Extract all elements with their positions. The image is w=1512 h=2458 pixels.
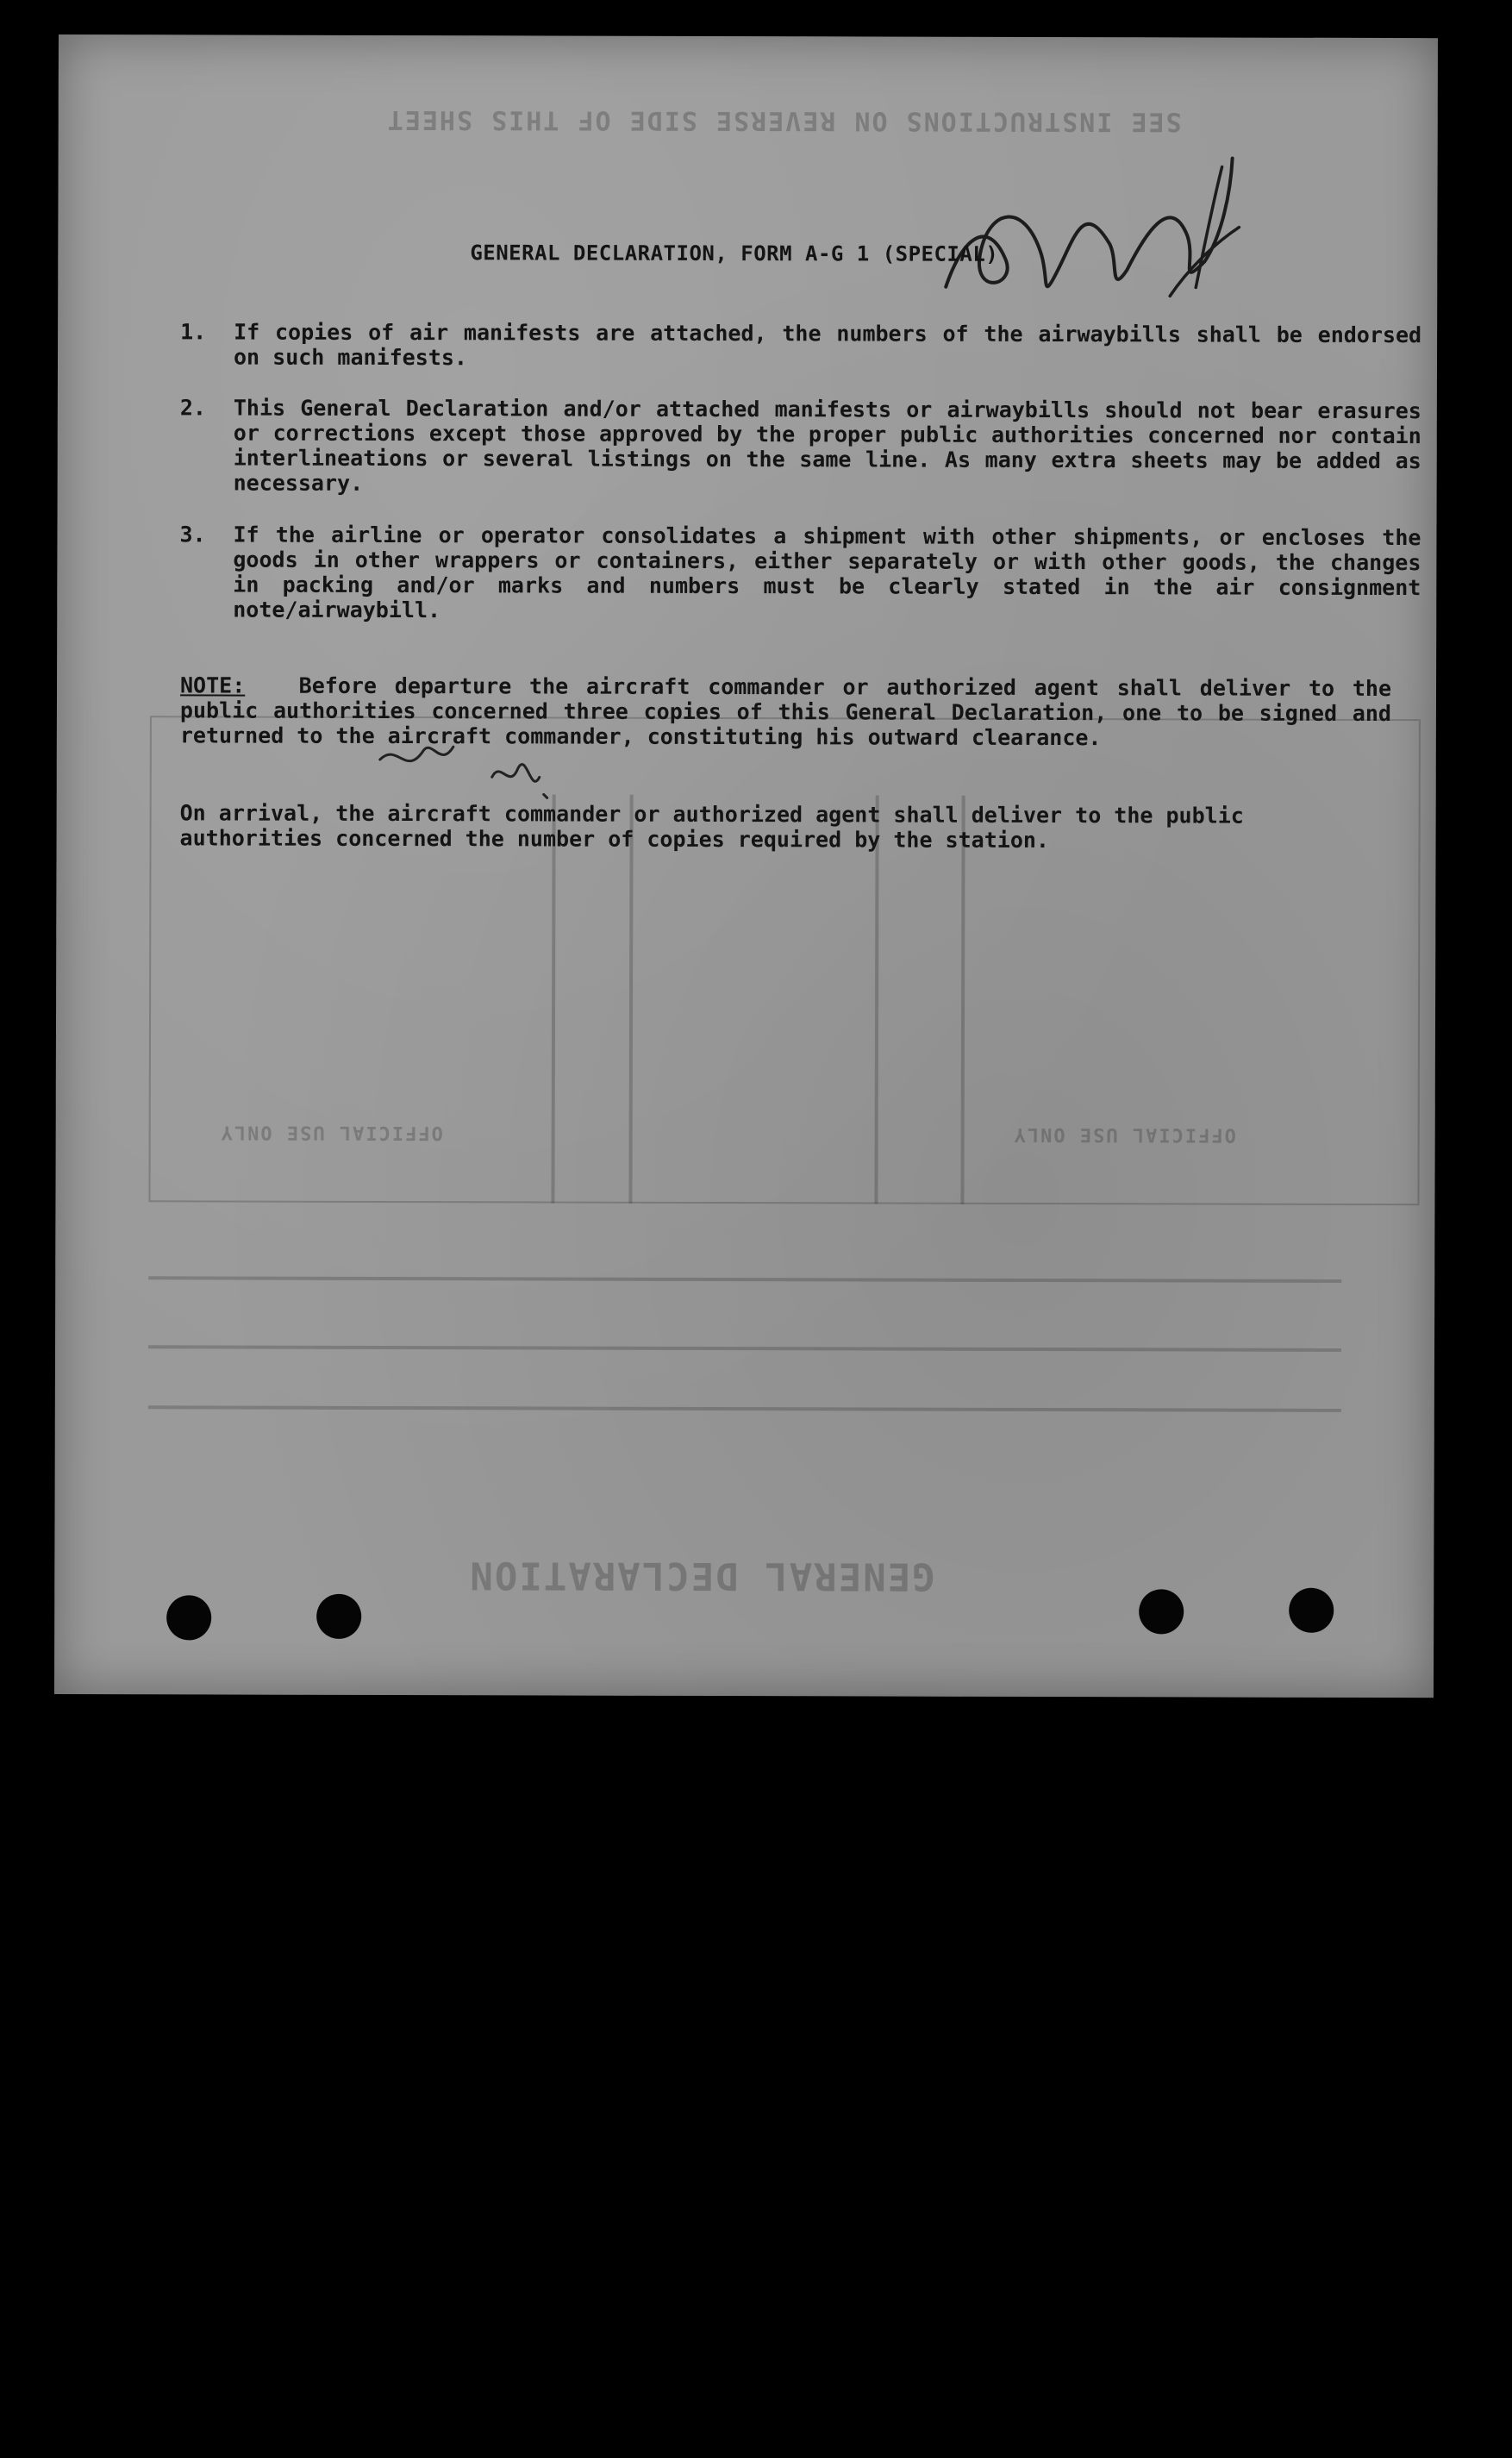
punch-hole — [1139, 1589, 1184, 1634]
bleed-through-rule — [148, 1345, 1341, 1352]
bleed-through-rule — [148, 1276, 1341, 1283]
item-number: 2. — [179, 395, 207, 421]
bleed-through-table — [148, 716, 1420, 1205]
item-text: If the airline or operator consolidates a shipment with other shipments, or encloses the goods in other wrappers or containers, either separately or with other goods, the changes in packing and/or marks and numbers must be clearly stated in the air consignment note/airwaybill. — [233, 522, 1421, 623]
bleed-through-official-right: OFFICIAL USE ONLY — [1012, 1123, 1236, 1146]
page-title: GENERAL DECLARATION, FORM A-G 1 (SPECIAL) — [470, 241, 999, 266]
punch-hole — [316, 1594, 361, 1639]
punch-hole — [1289, 1588, 1334, 1633]
handwritten-signature — [911, 141, 1274, 340]
note-text: Before departure the aircraft commander or authorized agent shall deliver to the public authorities concerned three copies of this General Declaration, one to be signed and returned to the aircraft commander, constituting his outward clearance. — [179, 672, 1392, 751]
item-number: 3. — [179, 522, 206, 547]
bleed-through-header: SEE INSTRUCTIONS ON REVERSE SIDE OF THIS SHEET — [385, 103, 1182, 137]
instruction-item — [180, 395, 1421, 498]
document-page — [54, 34, 1438, 1698]
bleed-through-official-left: OFFICIAL USE ONLY — [219, 1121, 443, 1144]
item-text: This General Declaration and/or attached manifests or airwaybills should not bear erasures or corrections except those approved by the proper public authorities concerned nor contain interlineations or several listings on the same line. As many extra sheets may be added as necessary. — [233, 395, 1421, 496]
punch-hole — [166, 1595, 211, 1640]
arrival-paragraph: On arrival, the aircraft commander or authorized agent shall deliver to the public authorities concerned the number of copies required by the station. — [179, 800, 1244, 854]
item-text: If copies of air manifests are attached, the numbers of the airwaybills shall be endorsed on such manifests. — [233, 319, 1422, 371]
instruction-item — [179, 522, 1421, 625]
instruction-item — [180, 319, 1421, 372]
note-label: NOTE: — [179, 672, 246, 698]
item-number: 1. — [180, 319, 207, 345]
bleed-through-rule — [148, 1405, 1341, 1412]
bleed-through-footer: GENERAL DECLARATION — [468, 1553, 935, 1598]
note-paragraph — [180, 672, 1391, 751]
